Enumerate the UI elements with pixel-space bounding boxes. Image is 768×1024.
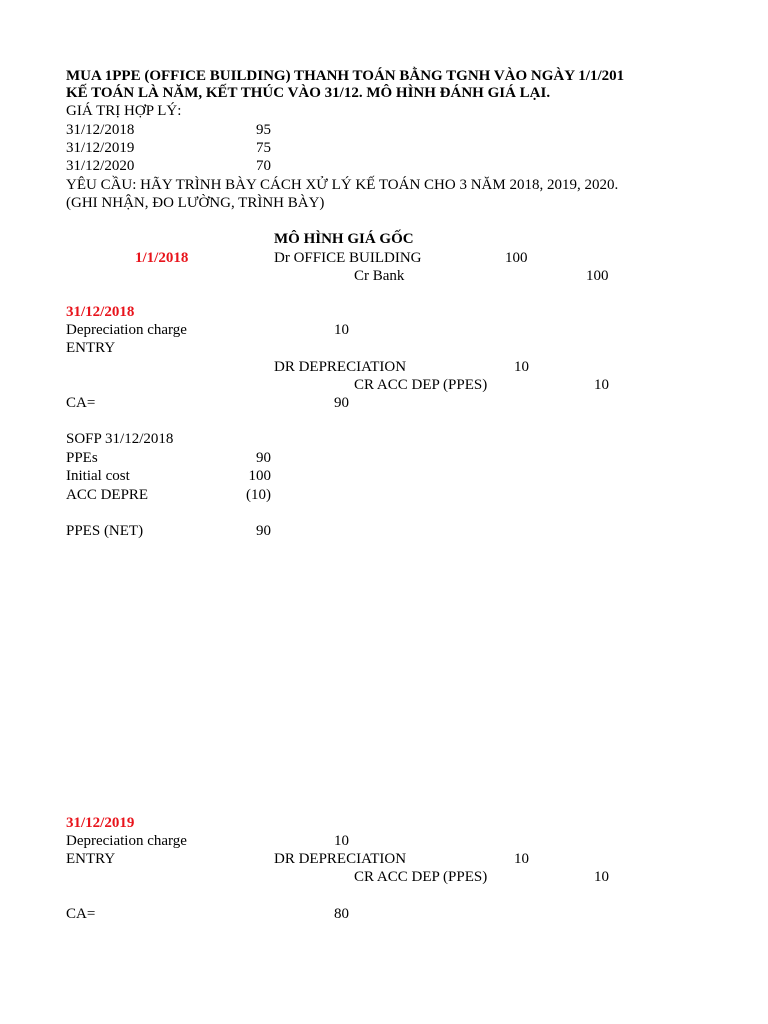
entry-date: 1/1/2018 xyxy=(135,250,189,266)
net-ppe-value: 90 xyxy=(256,523,271,539)
sofp-row-value: 100 xyxy=(248,468,271,484)
ca-label: CA= xyxy=(66,395,96,411)
debit-amount: 10 xyxy=(514,851,529,867)
credit-amount: 10 xyxy=(594,869,609,885)
section-date-2019: 31/12/2019 xyxy=(66,815,135,831)
credit-account: Cr Bank xyxy=(354,268,405,284)
debit-account: DR DEPRECIATION xyxy=(274,359,407,375)
credit-amount: 10 xyxy=(594,377,609,393)
dep-charge-value: 10 xyxy=(334,833,349,849)
debit-amount: 100 xyxy=(505,250,528,266)
credit-amount: 100 xyxy=(586,268,609,284)
sofp-row-label: Initial cost xyxy=(66,468,130,484)
fair-value-label: GIÁ TRỊ HỢP LÝ: xyxy=(66,103,182,119)
sofp-title: SOFP 31/12/2018 xyxy=(66,431,174,447)
ca-label: CA= xyxy=(66,906,96,922)
debit-account: Dr OFFICE BUILDING xyxy=(274,250,422,266)
fair-value-date: 31/12/2019 xyxy=(66,140,135,156)
section-date-2018: 31/12/2018 xyxy=(66,304,135,320)
credit-account: CR ACC DEP (PPES) xyxy=(354,377,488,393)
ca-value: 90 xyxy=(334,395,349,411)
entry-label: ENTRY xyxy=(66,851,116,867)
header-line-2: KẾ TOÁN LÀ NĂM, KẾT THÚC VÀO 31/12. MÔ HÌNH ĐÁNH GIÁ LẠI. xyxy=(66,85,551,101)
dep-charge-value: 10 xyxy=(334,322,349,338)
entry-label: ENTRY xyxy=(66,340,116,356)
sofp-row-label: ACC DEPRE xyxy=(66,487,149,503)
ca-value: 80 xyxy=(334,906,349,922)
debit-account: DR DEPRECIATION xyxy=(274,851,407,867)
header-line-1: MUA 1PPE (OFFICE BUILDING) THANH TOÁN BẰNG TGNH VÀO NGÀY 1/1/201 xyxy=(66,68,625,84)
net-ppe-label: PPES (NET) xyxy=(66,523,144,539)
fair-value-date: 31/12/2020 xyxy=(66,158,135,174)
dep-charge-label: Depreciation charge xyxy=(66,833,187,849)
sofp-row-value: (10) xyxy=(246,487,271,503)
fair-value-amount: 75 xyxy=(256,140,271,156)
dep-charge-label: Depreciation charge xyxy=(66,322,187,338)
debit-amount: 10 xyxy=(514,359,529,375)
fair-value-amount: 70 xyxy=(256,158,271,174)
sofp-row-label: PPEs xyxy=(66,450,98,466)
credit-account: CR ACC DEP (PPES) xyxy=(354,869,488,885)
sofp-row-value: 90 xyxy=(256,450,271,466)
fair-value-date: 31/12/2018 xyxy=(66,122,135,138)
model-title: MÔ HÌNH GIÁ GỐC xyxy=(274,231,414,247)
requirement-note: (GHI NHẬN, ĐO LƯỜNG, TRÌNH BÀY) xyxy=(66,195,325,211)
requirement-text: YÊU CẦU: HÃY TRÌNH BÀY CÁCH XỬ LÝ KẾ TOÁN CHO 3 NĂM 2018, 2019, 2020. xyxy=(66,177,619,193)
fair-value-amount: 95 xyxy=(256,122,271,138)
